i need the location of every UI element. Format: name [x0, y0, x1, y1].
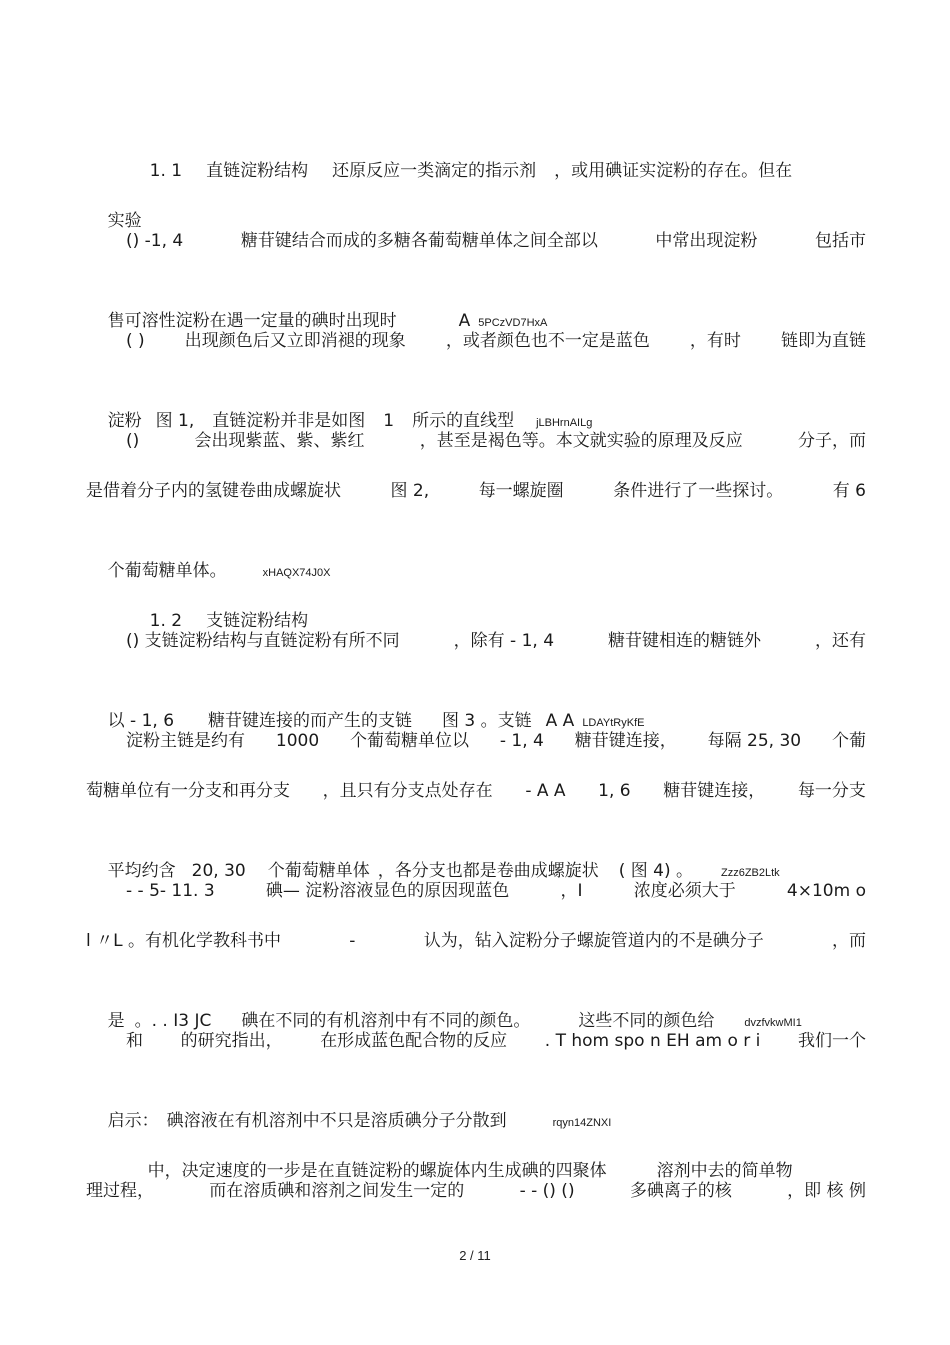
- text-segment: ，I: [560, 881, 583, 901]
- text-line: [126, 1026, 866, 1056]
- text-segment: 糖苷键连接，: [663, 781, 766, 801]
- text-segment: ，还有: [814, 631, 866, 651]
- text-segment: 认为，钻入淀粉分子螺旋管道内的不是碘分子: [423, 931, 764, 951]
- text-segment: ，有时: [689, 331, 741, 351]
- text-segment: 多碘离子的核: [629, 1181, 732, 1201]
- text-line: [86, 976, 866, 1031]
- text-segment: 1, 6: [598, 781, 631, 801]
- text-segment: 包括市: [814, 231, 866, 251]
- text-segment: 平均约含: [107, 861, 176, 881]
- text-line: [126, 576, 866, 631]
- text-segment: 个葡萄糖单体: [267, 861, 370, 881]
- text-line: [86, 1176, 866, 1206]
- text-segment: 每一分支: [797, 781, 866, 801]
- text-segment: 图 2,: [390, 481, 430, 501]
- text-segment: 个葡萄糖单体。: [107, 561, 227, 581]
- text-segment: 1000: [275, 731, 320, 751]
- text-line: [86, 676, 866, 731]
- text-line: [86, 926, 866, 956]
- text-segment: 中，决定速度的一步是在直链淀粉的螺旋体内生成碘的四聚体: [147, 1161, 607, 1181]
- text-segment: 售可溶性淀粉在遇一定量的碘时出现时: [107, 311, 397, 331]
- watermark-code: xHAQX74J0X: [262, 567, 331, 579]
- text-segment: ，即 核 例: [787, 1181, 866, 1201]
- text-segment: 碘— 淀粉溶液显色的原因现蓝色: [265, 881, 510, 901]
- text-line: [126, 426, 866, 456]
- watermark-code: dvzfvkwMI1: [744, 1017, 802, 1029]
- text-segment: 淀粉主链是约有: [126, 731, 245, 751]
- text-line: [86, 376, 866, 431]
- text-segment: - - 5- 11. 3: [126, 881, 215, 901]
- text-segment: 20, 30: [191, 861, 246, 881]
- section-heading: 支链淀粉结构: [206, 611, 309, 631]
- text-segment: 碘在不同的有机溶剂中有不同的颜色。: [241, 1011, 531, 1031]
- text-line: [126, 126, 866, 181]
- text-segment: - - () (): [519, 1181, 575, 1201]
- text-segment: 碘溶液在有机溶剂中不只是溶质碘分子分散到: [166, 1111, 507, 1131]
- text-line: [86, 776, 866, 806]
- text-segment: 糖苷键相连的糖链外: [608, 631, 761, 651]
- text-segment: 会出现紫蓝、紫、紫红: [194, 431, 365, 451]
- text-segment: A A: [545, 711, 575, 731]
- text-line: [86, 176, 866, 231]
- text-segment: ，各分支也都是卷曲成螺旋状: [377, 861, 599, 881]
- text-segment: ，且只有分支点处存在: [322, 781, 493, 801]
- text-line: [126, 626, 866, 656]
- text-segment: 糖苷键结合而成的多糖各葡萄糖单体之间全部以: [240, 231, 598, 251]
- text-segment: 实验: [107, 211, 142, 231]
- text-segment: 理过程，: [86, 1181, 154, 1201]
- section-heading: 直链淀粉结构: [206, 161, 309, 181]
- watermark-code: jLBHrnAILg: [536, 417, 593, 429]
- text-segment: 淀粉: [107, 411, 142, 431]
- text-line: [126, 1126, 866, 1181]
- watermark-code: Zzz6ZB2Ltk: [721, 867, 780, 879]
- text-segment: . T hom spo n EH am o r i: [544, 1031, 761, 1051]
- text-line: [126, 726, 866, 756]
- text-segment: 有 6: [832, 481, 866, 501]
- text-segment: 中常出现淀粉: [655, 231, 758, 251]
- text-segment: 1: [383, 411, 395, 431]
- text-segment: ，或者颜色也不一定是蓝色: [445, 331, 650, 351]
- text-line: [126, 326, 866, 356]
- text-segment: 溶剂中去的简单物: [656, 1161, 793, 1181]
- text-segment: -: [349, 931, 356, 951]
- text-segment: ( 图 4) 。: [618, 861, 693, 881]
- text-line: [126, 226, 866, 256]
- text-segment: () 支链淀粉结构与直链淀粉有所不同: [126, 631, 400, 651]
- watermark-code: rqyn14ZNXI: [552, 1117, 612, 1129]
- text-segment: 我们一个: [797, 1031, 866, 1051]
- text-line: [86, 476, 866, 506]
- text-segment: 的研究指出，: [180, 1031, 283, 1051]
- text-segment: 每一螺旋圈: [478, 481, 564, 501]
- text-segment: 是借着分子内的氢键卷曲成螺旋状: [86, 481, 341, 501]
- watermark-code: LDAYtRyKfE: [582, 717, 645, 729]
- text-segment: 每隔 25, 30: [707, 731, 802, 751]
- text-segment: A: [458, 311, 471, 331]
- text-segment: ，甚至是褐色等。本文就实验的原理及反应: [419, 431, 743, 451]
- text-segment: ，或用碘证实淀粉的存在。但在: [554, 161, 793, 181]
- text-line: [86, 1076, 866, 1131]
- text-segment: (): [126, 431, 140, 451]
- text-segment: 直链淀粉并非是如图: [212, 411, 366, 431]
- page-number: 2 / 11: [459, 1248, 491, 1263]
- text-line: [86, 276, 866, 331]
- text-segment: 糖苷键连接，: [574, 731, 677, 751]
- text-segment: 个葡萄糖单位以: [350, 731, 470, 751]
- text-line: [86, 826, 866, 881]
- text-segment: 分子，而: [797, 431, 866, 451]
- text-segment: 和: [126, 1031, 143, 1051]
- watermark-code: 5PCzVD7HxA: [478, 317, 548, 329]
- text-segment: 浓度必须大于: [633, 881, 736, 901]
- text-segment: () -1, 4: [126, 231, 184, 251]
- text-segment: 4×10m o: [786, 881, 866, 901]
- text-segment: 这些不同的颜色给: [578, 1011, 715, 1031]
- text-segment: 糖苷键连接的而产生的支链: [208, 711, 413, 731]
- text-segment: 链即为直链: [780, 331, 866, 351]
- text-segment: 在形成蓝色配合物的反应: [320, 1031, 508, 1051]
- text-segment: 个葡: [831, 731, 866, 751]
- text-segment: ，而: [832, 931, 866, 951]
- text-line: [126, 876, 866, 906]
- text-segment: 图 3 。支链: [442, 711, 532, 731]
- section-number: 1. 2: [149, 611, 183, 631]
- text-segment: ( ): [126, 331, 145, 351]
- section-number: 1. 1: [149, 161, 183, 181]
- text-segment: - 1, 4: [499, 731, 544, 751]
- text-segment: 。. . I3 JC: [134, 1011, 212, 1031]
- text-segment: 所示的直线型: [412, 411, 515, 431]
- text-segment: 是: [107, 1011, 125, 1031]
- text-segment: 出现颜色后又立即消褪的现象: [184, 331, 406, 351]
- text-segment: l 〃L 。有机化学教科书中: [86, 931, 282, 951]
- text-segment: 萄糖单位有一分支和再分支: [86, 781, 290, 801]
- text-segment: 启示：: [107, 1111, 159, 1131]
- text-segment: ，除有 - 1, 4: [453, 631, 555, 651]
- text-segment: 还原反应一类滴定的指示剂: [332, 161, 537, 181]
- text-segment: - A A: [525, 781, 566, 801]
- text-line: [86, 526, 866, 581]
- text-segment: 条件进行了一些探讨。: [613, 481, 784, 501]
- text-segment: 以 - 1, 6: [107, 711, 175, 731]
- text-segment: 而在溶质碘和溶剂之间发生一定的: [209, 1181, 465, 1201]
- text-segment: 图 1,: [155, 411, 195, 431]
